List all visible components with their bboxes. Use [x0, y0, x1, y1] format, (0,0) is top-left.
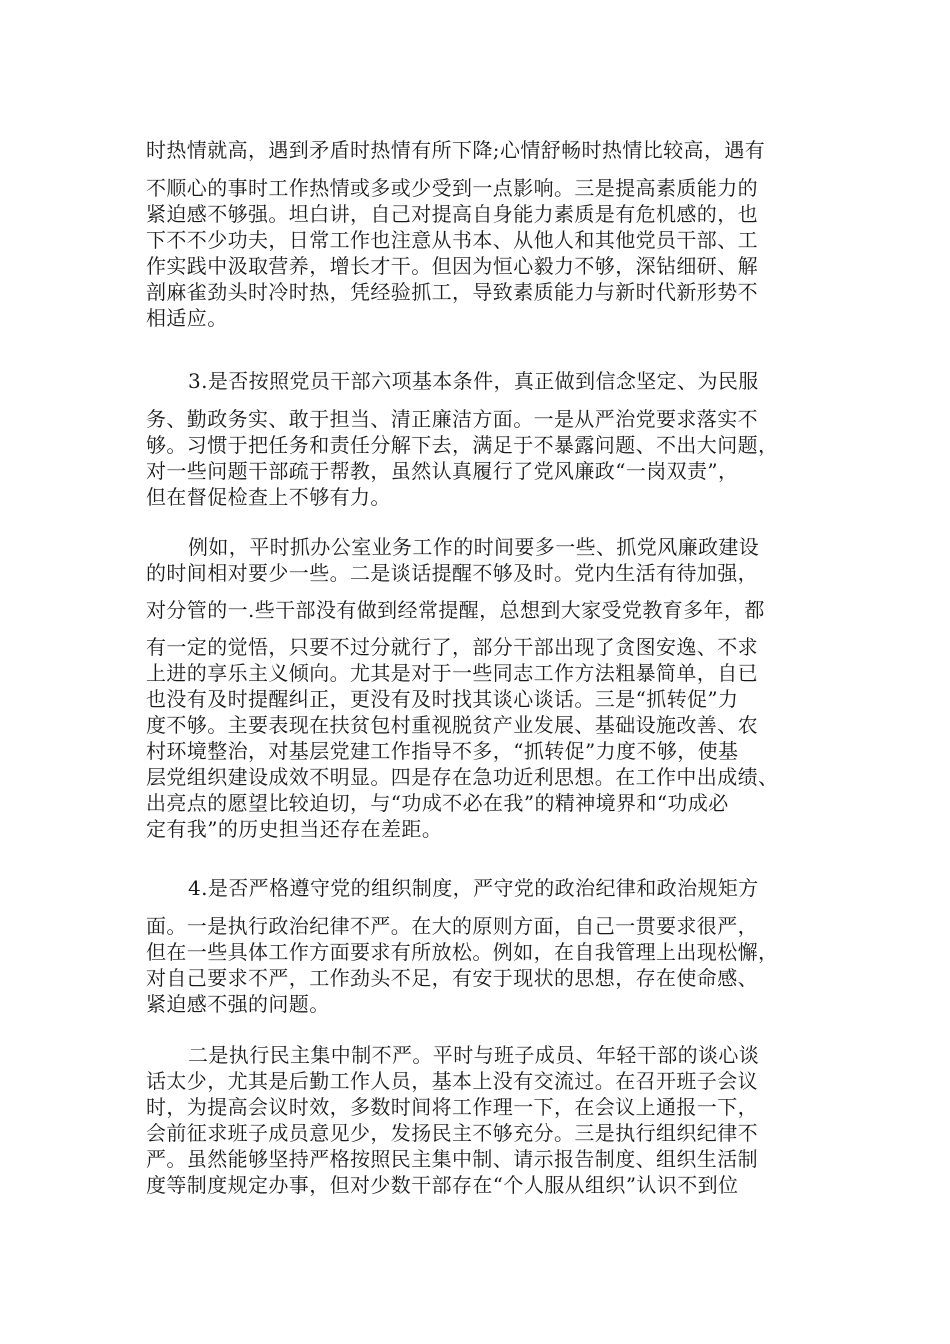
text-line: 层党组织建设成效不明显。四是存在急功近利思想。在工作中出成绩、: [146, 765, 779, 789]
text-line: 4.是否严格遵守党的组织制度，严守党的政治纪律和政治规矩方: [188, 876, 759, 900]
text-line: 相适应。: [146, 306, 228, 330]
text-line: 3.是否按照党员干部六项基本条件，真正做到信念坚定、为民服: [188, 369, 759, 393]
text-line: 的时间相对要少一些。二是谈话提醒不够及时。党内生活有待加强，: [146, 561, 758, 585]
text-line: 二是执行民主集中制不严。平时与班子成员、年轻干部的谈心谈: [188, 1043, 760, 1067]
text-line: 严。虽然能够坚持严格按照民主集中制、请示报告制度、组织生活制: [146, 1147, 758, 1171]
text-line: 够。习惯于把任务和责任分解下去，满足于不暴露问题、不出大问题，: [146, 433, 779, 457]
text-line: 但在督促检查上不够有力。: [146, 485, 391, 509]
text-line: 例如，平时抓办公室业务工作的时间要多一些、抓党风廉政建设: [188, 535, 760, 559]
text-line: 剖麻雀劲头时冷时热，凭经验抓工，导致素质能力与新时代新形势不: [146, 280, 758, 304]
text-line: 作实践中汲取营养，增长才干。但因为恒心毅力不够，深钻细研、解: [146, 254, 758, 278]
text-line: 时热情就高，遇到矛盾时热情有所下降;心情舒畅时热情比较高，遇有: [146, 138, 766, 162]
text-line: 对分管的一.些干部没有做到经常提醒，总想到大家受党教育多年，都: [146, 598, 765, 622]
text-line: 不顺心的事时工作热情或多或少受到一点影响。三是提高素质能力的: [146, 176, 758, 200]
text-line: 会前征求班子成员意见少，发扬民主不够充分。三是执行组织纪律不: [146, 1121, 758, 1145]
text-line: 村环境整治，对基层党建工作指导不多，“抓转促”力度不够，使基: [146, 739, 739, 763]
text-line: 度等制度规定办事，但对少数干部存在“个人服从组织”认识不到位: [146, 1173, 739, 1197]
text-line: 紧迫感不够强。坦白讲，自己对提高自身能力素质是有危机感的，也: [146, 202, 758, 226]
text-line: 对一些问题干部疏于帮教，虽然认真履行了党风廉政“一岗双责”，: [146, 459, 739, 483]
text-line: 面。一是执行政治纪律不严。在大的原则方面，自己一贯要求很严，: [146, 914, 758, 938]
text-line: 度不够。主要表现在扶贫包村重视脱贫产业发展、基础设施改善、农: [146, 713, 758, 737]
text-line: 对自己要求不严，工作劲头不足，有安于现状的思想，存在使命感、: [146, 966, 758, 990]
text-line: 务、勤政务实、敢于担当、清正廉洁方面。一是从严治党要求落实不: [146, 407, 758, 431]
text-line: 上进的享乐主义倾向。尤其是对于一些同志工作方法粗暴简单，自已: [146, 661, 758, 685]
text-line: 紧迫感不强的问题。: [146, 992, 330, 1016]
text-line: 话太少，尤其是后勤工作人员，基本上没有交流过。在召开班子会议: [146, 1069, 758, 1093]
text-line: 也没有及时提醒纠正，更没有及时找其谈心谈话。三是“抓转促”力: [146, 687, 739, 711]
text-line: 定有我”的历史担当还存在差距。: [146, 817, 443, 841]
text-line: 有一定的觉悟，只要不过分就行了，部分干部出现了贪图安逸、不求: [146, 635, 758, 659]
text-line: 出亮点的愿望比较迫切，与“功成不必在我”的精神境界和“功成必: [146, 791, 729, 815]
text-line: 时，为提高会议时效，多数时间将工作理一下，在会议上通报一下，: [146, 1095, 758, 1119]
text-line: 下不不少功夫，日常工作也注意从书本、从他人和其他党员干部、工: [146, 228, 758, 252]
text-line: 但在一些具体工作方面要求有所放松。例如，在自我管理上出现松懈，: [146, 940, 779, 964]
